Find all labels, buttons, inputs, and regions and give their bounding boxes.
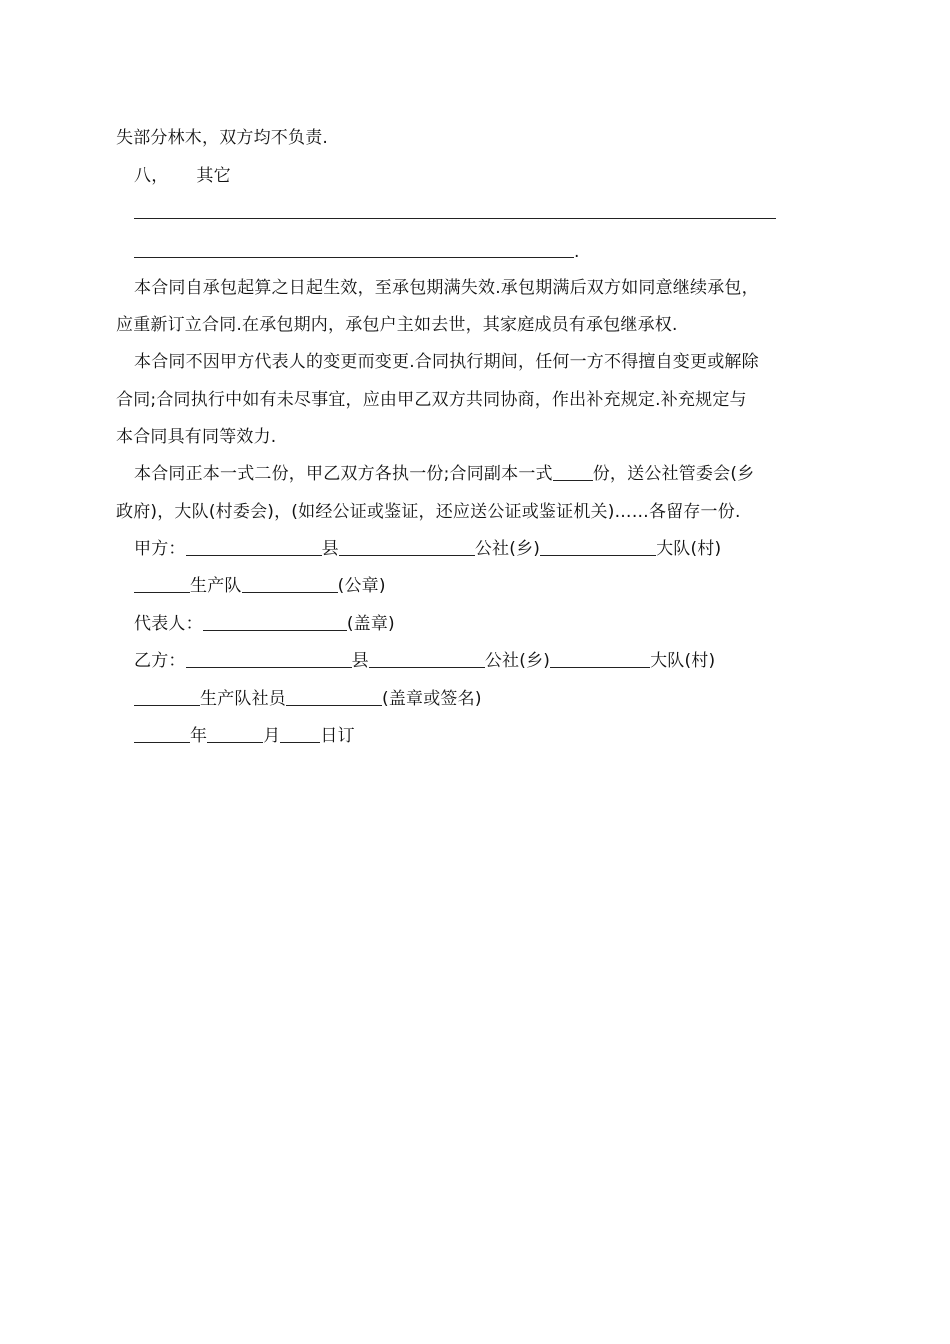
year-label: 年: [190, 726, 208, 746]
party-a-team-line: [134, 576, 840, 596]
paragraph-line: 政府)，大队(村委会)，(如经公证或鉴证，还应送公证或鉴证机关)……各留存一份.: [116, 502, 741, 522]
representative-blank: [203, 614, 347, 631]
party-b-team-line: [134, 689, 840, 709]
paragraph-line: 应重新订立合同.在承包期内，承包户主如去世，其家庭成员有承包继承权.: [116, 315, 678, 335]
party-a-line: [134, 539, 840, 559]
text-line: 失部分林木，双方均不负责.: [116, 128, 329, 148]
paragraph-line: [134, 464, 840, 484]
representative-label: 代表人：: [134, 614, 203, 634]
party-b-label: 乙方：: [134, 651, 186, 671]
county-label: 县: [321, 539, 339, 559]
blank-line-2: [134, 257, 574, 258]
blank-line-1: [134, 218, 776, 219]
commune-blank: [369, 651, 485, 668]
commune-blank: [339, 539, 475, 556]
brigade-blank: [550, 651, 650, 668]
county-blank: [186, 651, 352, 668]
day-signed-label: 日订: [320, 726, 355, 746]
section-heading: [134, 166, 840, 186]
brigade-label: 大队(村): [650, 651, 716, 671]
brigade-label: 大队(村): [656, 539, 722, 559]
section-title: 其它: [196, 166, 231, 186]
brigade-blank: [540, 539, 656, 556]
blank-line-period: .: [574, 242, 580, 262]
official-seal-label: (公章): [337, 576, 386, 596]
month-blank: [207, 726, 263, 743]
paragraph-line: 本合同具有同等效力.: [116, 427, 277, 447]
representative-line: [134, 614, 840, 634]
paragraph-line: 合同;合同执行中如有未尽事宜，应由甲乙双方共同协商，作出补充规定.补充规定与: [116, 390, 747, 410]
paragraph-line: 本合同自承包起算之日起生效，至承包期满失效.承包期满后双方如同意继续承包，: [134, 278, 759, 298]
county-blank: [186, 539, 322, 556]
team-blank: [134, 576, 190, 593]
day-blank: [280, 726, 320, 743]
date-line: [134, 726, 840, 746]
team-label: 生产队: [190, 576, 242, 596]
team-blank: [134, 689, 200, 706]
seal-label: (盖章): [346, 614, 395, 634]
signature-blank: [286, 689, 382, 706]
copies-blank: [553, 464, 593, 481]
year-blank: [134, 726, 190, 743]
county-label: 县: [351, 651, 369, 671]
party-a-label: 甲方：: [134, 539, 186, 559]
seal-blank: [242, 576, 338, 593]
paragraph-line: 本合同不因甲方代表人的变更而变更.合同执行期间，任何一方不得擅自变更或解除: [134, 352, 759, 372]
paragraph-text: 份，送公社管委会(乡: [592, 464, 755, 484]
paragraph-text: 本合同正本一式二份，甲乙双方各执一份;合同副本一式: [134, 464, 553, 484]
section-number: 八，: [134, 166, 169, 186]
commune-label: 公社(乡): [474, 539, 541, 559]
seal-or-sign-label: (盖章或签名): [382, 689, 482, 709]
month-label: 月: [263, 726, 281, 746]
commune-label: 公社(乡): [484, 651, 551, 671]
team-member-label: 生产队社员: [200, 689, 286, 709]
party-b-line: [134, 651, 840, 671]
